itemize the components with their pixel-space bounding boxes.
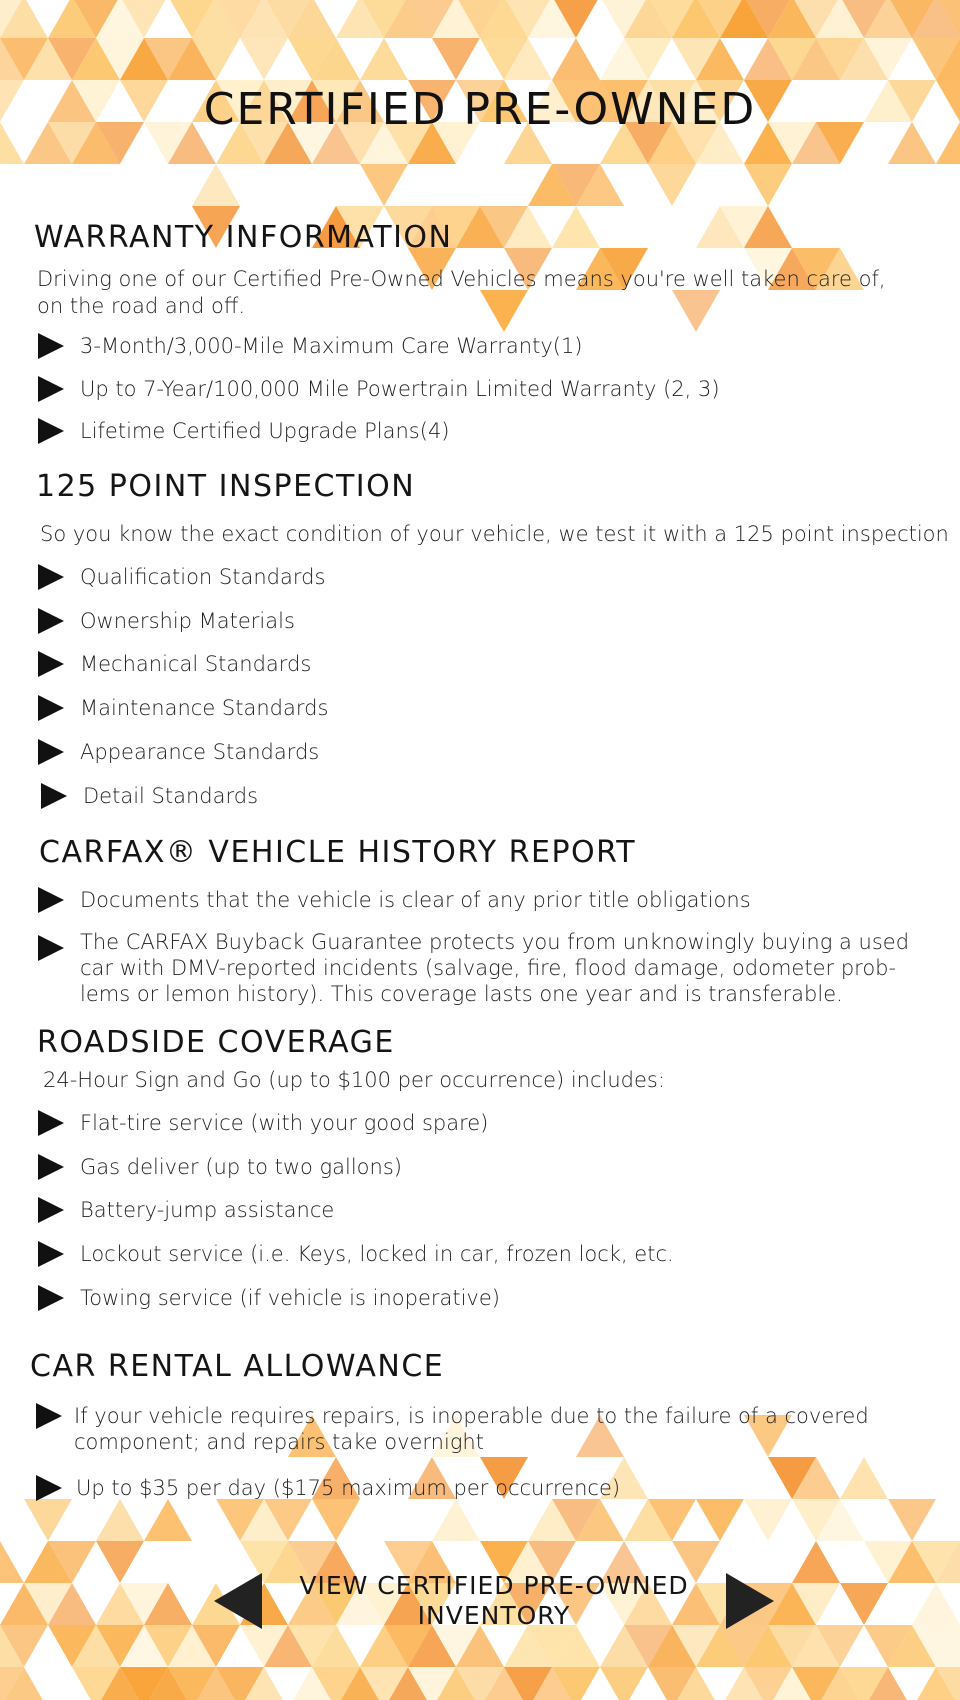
arrow-right-icon: [38, 608, 64, 634]
list-item: [38, 333, 583, 359]
roadside-intro: 24-Hour Sign and Go (up to $100 per occurrence) includes:: [43, 1068, 665, 1092]
list-item-text: Up to 7-Year/100,000 Mile Powertrain Limited Warranty (2, 3): [80, 377, 720, 401]
list-item-text: 3-Month/3,000-Mile Maximum Care Warranty(1): [80, 334, 583, 358]
inspection-heading: 125 POINT INSPECTION: [36, 469, 416, 504]
list-item: [38, 608, 295, 634]
list-item-text: Maintenance Standards: [80, 696, 329, 720]
list-item: [38, 1197, 334, 1223]
page-title: CERTIFIED PRE-OWNED: [203, 84, 757, 135]
list-item: [38, 418, 450, 444]
arrow-right-icon: [38, 651, 64, 677]
list-item-text: The CARFAX Buyback Guarantee protects you from unknowingly buying a used car with DMV-reported incidents (salvage, fire, flood damage, odometer prob-lems or lemon history). This coverage lasts one year and is transferable.: [80, 930, 910, 1006]
roadside-heading: ROADSIDE COVERAGE: [37, 1025, 395, 1060]
arrow-left-icon: [214, 1573, 262, 1629]
list-item-text: Battery-jump assistance: [80, 1198, 335, 1222]
view-inventory-label: VIEW CERTIFIED PRE-OWNED INVENTORY: [299, 1571, 689, 1630]
list-item-text: Gas deliver (up to two gallons): [80, 1155, 402, 1179]
warranty-heading: WARRANTY INFORMATION: [34, 220, 453, 255]
warranty-intro: Driving one of our Certified Pre-Owned Vehicles means you're well taken care of, on the road and off.: [37, 267, 886, 318]
carfax-heading: CARFAX® VEHICLE HISTORY REPORT: [39, 835, 637, 870]
list-item: [36, 1403, 916, 1455]
list-item: [41, 783, 258, 809]
arrow-right-icon: [38, 695, 64, 721]
list-item-text: Up to $35 per day ($175 maximum per occurrence): [76, 1476, 621, 1500]
list-item: [38, 1110, 488, 1136]
list-item-text: Appearance Standards: [80, 740, 320, 764]
arrow-right-icon: [38, 376, 64, 402]
list-item-text: Lifetime Certified Upgrade Plans(4): [80, 419, 450, 443]
list-item-text: Towing service (if vehicle is inoperative): [80, 1286, 500, 1310]
list-item-text: Lockout service (i.e. Keys, locked in car, frozen lock, etc.: [80, 1242, 674, 1266]
arrow-right-icon: [726, 1573, 774, 1629]
list-item: [38, 887, 751, 913]
arrow-right-icon: [36, 1475, 62, 1501]
arrow-right-icon: [38, 418, 64, 444]
list-item: [38, 929, 938, 1007]
list-item-text: Mechanical Standards: [80, 652, 312, 676]
list-item: [38, 1154, 402, 1180]
list-item-text: If your vehicle requires repairs, is inoperable due to the failure of a covered component; and repairs take overnight: [74, 1404, 869, 1454]
list-item: [38, 376, 720, 402]
list-item-text: Ownership Materials: [80, 609, 295, 633]
arrow-right-icon: [36, 1403, 62, 1429]
list-item-text: Detail Standards: [83, 784, 259, 808]
arrow-right-icon: [38, 739, 64, 765]
arrow-right-icon: [38, 564, 64, 590]
list-item: [38, 739, 319, 765]
arrow-right-icon: [38, 1110, 64, 1136]
arrow-right-icon: [38, 1197, 64, 1223]
arrow-right-icon: [38, 935, 64, 961]
rental-heading: CAR RENTAL ALLOWANCE: [30, 1349, 445, 1384]
inspection-intro: So you know the exact condition of your vehicle, we test it with a 125 point inspection: [40, 522, 949, 546]
view-inventory-button[interactable]: [214, 1566, 774, 1636]
list-item: [36, 1475, 620, 1501]
list-item: [38, 564, 325, 590]
list-item: [38, 695, 328, 721]
arrow-right-icon: [38, 887, 64, 913]
arrow-right-icon: [38, 1154, 64, 1180]
arrow-right-icon: [41, 783, 67, 809]
list-item-text: Flat-tire service (with your good spare): [80, 1111, 489, 1135]
list-item-text: Documents that the vehicle is clear of any prior title obligations: [80, 888, 751, 912]
list-item: [38, 1285, 500, 1311]
list-item-text: Qualification Standards: [80, 565, 326, 589]
arrow-right-icon: [38, 1285, 64, 1311]
list-item: [38, 651, 311, 677]
list-item: [38, 1241, 674, 1267]
arrow-right-icon: [38, 333, 64, 359]
arrow-right-icon: [38, 1241, 64, 1267]
